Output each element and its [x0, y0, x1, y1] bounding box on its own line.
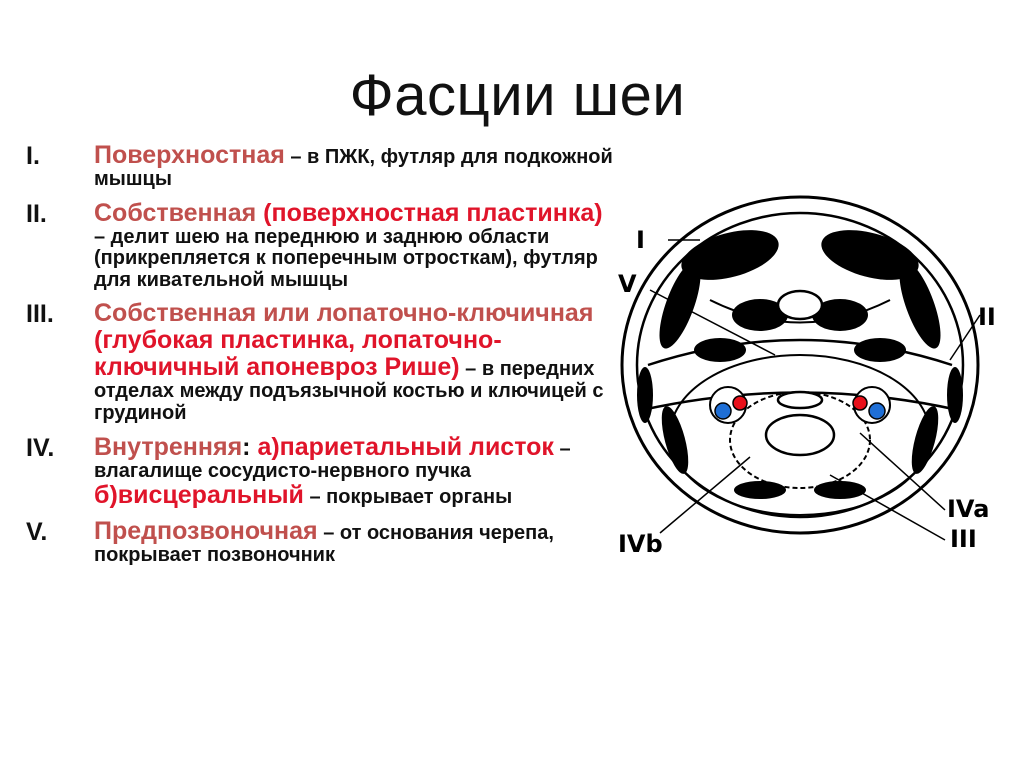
item-text	[94, 200, 616, 292]
list-item-4	[26, 434, 616, 510]
item-highlight-a: а)париетальный листок	[257, 432, 554, 461]
muscle-right-outer	[947, 367, 963, 423]
list-item-3	[26, 300, 616, 424]
muscle-shapes	[637, 221, 963, 499]
item-numeral: III.	[26, 300, 54, 329]
label-v: V	[618, 270, 637, 298]
item-numeral: IV.	[26, 433, 55, 462]
slide-title: Фасции шеи	[349, 63, 686, 128]
item-description: – делит шею на переднюю и заднюю области (прикрепляется к поперечным отросткам), футляр для кивательной мышцы	[94, 225, 598, 291]
item-text	[94, 300, 616, 424]
sternocleidomastoid-right	[906, 404, 943, 477]
muscle-left-mid	[694, 338, 746, 362]
strap-muscle-left	[734, 481, 786, 499]
item-highlight-b: б)висцеральный	[94, 481, 304, 510]
muscle-right-mid	[854, 338, 906, 362]
label-iii: III	[950, 525, 977, 553]
fascia-list	[26, 142, 616, 576]
vertebral-body	[778, 291, 822, 319]
label-i: I	[636, 226, 645, 254]
item-head: Предпозвоночная	[94, 517, 318, 546]
list-item-1	[26, 142, 616, 191]
item-description: – от основания черепа, покрывает позвоночник	[94, 522, 554, 567]
esophagus	[778, 392, 822, 408]
item-description: – в ПЖК, футляр для подкожной мышцы	[94, 146, 613, 190]
item-description-b: – покрывает органы	[303, 486, 513, 509]
item-head: Собственная	[94, 198, 257, 227]
label-iva: IVa	[947, 495, 990, 523]
muscle-right-side	[891, 257, 949, 353]
item-colon: :	[242, 432, 258, 461]
item-description: – в передних отделах между подъязычной костью и ключицей с грудиной	[94, 358, 604, 424]
trachea	[766, 415, 834, 455]
item-head: Внутренняя	[94, 432, 243, 461]
artery-right	[853, 396, 867, 410]
list-item-5	[26, 518, 616, 567]
item-text	[94, 434, 616, 510]
item-text	[94, 518, 616, 567]
list-item-2	[26, 200, 616, 292]
item-head: Поверхностная	[94, 141, 285, 169]
fascia-outlines	[622, 197, 978, 533]
sternocleidomastoid-left	[656, 404, 693, 477]
artery-left	[733, 396, 747, 410]
item-head: Собственная или лопаточно-ключичная	[94, 299, 594, 328]
strap-muscle-right	[814, 481, 866, 499]
item-numeral: II.	[26, 199, 47, 228]
item-highlight: (глубокая пластинка, лопаточно-ключичный апоневроз Рише)	[94, 326, 502, 382]
leader-l3	[830, 475, 945, 540]
label-ivb: IVb	[618, 530, 663, 558]
item-numeral: I.	[26, 142, 40, 170]
outer-ring	[622, 197, 978, 533]
item-text	[94, 142, 616, 191]
neck-cross-section-diagram	[600, 195, 1020, 575]
muscle-left-outer	[637, 367, 653, 423]
item-highlight: (поверхностная пластинка)	[256, 198, 603, 227]
vein-right	[869, 403, 885, 419]
item-description-a: – влагалище сосудисто-нервного пучка	[94, 437, 571, 482]
vein-left	[715, 403, 731, 419]
label-ii: II	[978, 303, 996, 331]
transverse-band-upper	[648, 340, 952, 365]
item-numeral: V.	[26, 518, 48, 547]
